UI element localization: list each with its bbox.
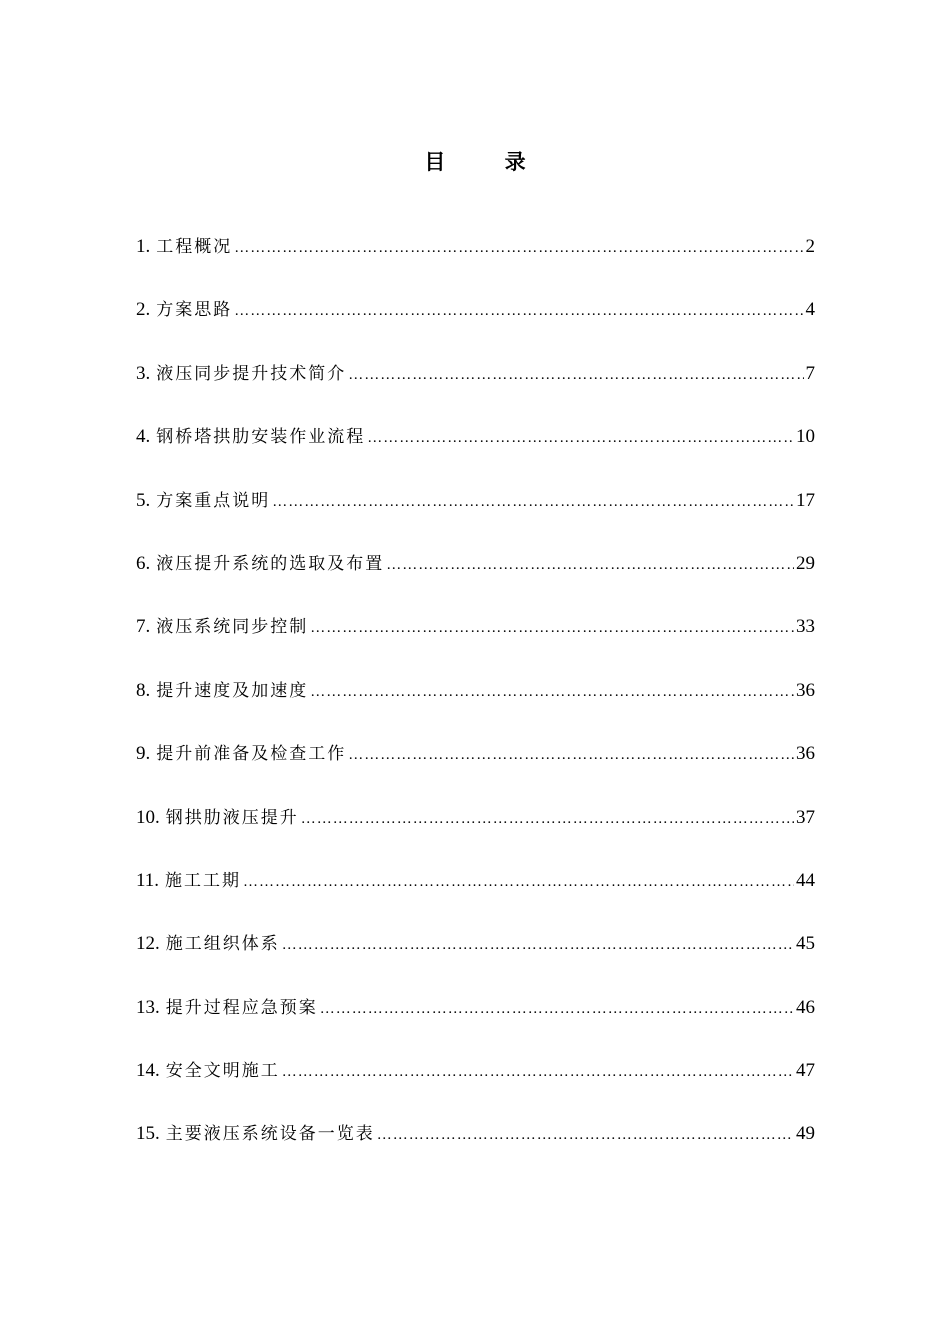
toc-entry-title: 主要液压系统设备一览表 — [165, 1124, 375, 1145]
dot-leader — [301, 804, 794, 834]
dot-leader — [348, 360, 803, 390]
toc-entry-title: 方案重点说明 — [156, 490, 271, 511]
toc-entry[interactable] — [136, 422, 815, 485]
toc-entry-title: 方案思路 — [156, 300, 233, 321]
dot-leader — [234, 296, 803, 326]
toc-entry-title: 提升前准备及检查工作 — [156, 744, 347, 765]
toc-entry-page: 10 — [796, 426, 815, 448]
toc-entry-title: 钢拱肋液压提升 — [165, 807, 299, 828]
toc-entry[interactable] — [136, 549, 815, 612]
dot-leader — [310, 613, 794, 643]
toc-entry-number: 9. — [136, 743, 151, 765]
toc-entry-page: 44 — [796, 869, 815, 891]
toc-entry-number: 4. — [136, 426, 151, 448]
toc-entry-page: 7 — [805, 362, 815, 384]
dot-leader — [348, 740, 794, 770]
toc-entry[interactable] — [136, 232, 815, 295]
toc-entry[interactable] — [136, 866, 815, 929]
toc-entry-title: 液压系统同步控制 — [156, 617, 309, 638]
toc-entry-number: 1. — [136, 236, 151, 257]
dot-leader — [282, 1057, 794, 1087]
toc-entry-page: 17 — [796, 489, 815, 511]
dot-leader — [367, 423, 794, 453]
toc-entry-title: 提升过程应急预案 — [165, 997, 318, 1018]
page-title: 目 录 — [424, 150, 552, 174]
toc-entry[interactable] — [136, 993, 815, 1056]
dot-leader — [234, 233, 803, 263]
toc-entry-number: 10. — [136, 806, 160, 828]
toc-entry-page: 36 — [796, 679, 815, 701]
toc-entry[interactable] — [136, 803, 815, 866]
toc-entry[interactable] — [136, 486, 815, 549]
toc-entry-page: 33 — [796, 616, 815, 638]
toc-entry-number: 3. — [136, 362, 151, 384]
dot-leader — [377, 1120, 794, 1150]
toc-entry-title: 施工组织体系 — [165, 934, 280, 955]
toc-entry-page: 29 — [796, 552, 815, 574]
toc-entry-number: 13. — [136, 996, 160, 1018]
toc-entry-title: 液压同步提升技术简介 — [156, 363, 347, 384]
toc-entry-title: 液压提升系统的选取及布置 — [156, 553, 385, 574]
toc-entry-number: 12. — [136, 933, 160, 955]
toc-entry[interactable] — [136, 359, 815, 422]
dot-leader — [272, 487, 794, 517]
toc-entry-title: 安全文明施工 — [165, 1061, 280, 1082]
toc-entry-page: 49 — [796, 1123, 815, 1145]
dot-leader — [386, 550, 794, 580]
toc-entry-page: 36 — [796, 743, 815, 765]
toc-entry-title: 工程概况 — [156, 237, 233, 257]
dot-leader — [282, 930, 794, 960]
toc-entry[interactable] — [136, 1119, 815, 1182]
toc-entry[interactable] — [136, 676, 815, 739]
toc-entry-number: 2. — [136, 299, 151, 321]
toc-entry-number: 15. — [136, 1123, 160, 1145]
toc-entry-number: 7. — [136, 616, 151, 638]
toc-entry[interactable] — [136, 739, 815, 802]
toc-entry-number: 6. — [136, 552, 151, 574]
toc-entry-page: 47 — [796, 1060, 815, 1082]
table-of-contents — [136, 232, 815, 1183]
toc-entry-title: 钢桥塔拱肋安装作业流程 — [156, 427, 366, 448]
toc-entry-title: 提升速度及加速度 — [156, 680, 309, 701]
toc-entry[interactable] — [136, 929, 815, 992]
toc-entry-page: 45 — [796, 933, 815, 955]
toc-entry[interactable] — [136, 612, 815, 675]
toc-entry-number: 8. — [136, 679, 151, 701]
toc-entry-number: 5. — [136, 489, 151, 511]
toc-entry-number: 11. — [136, 869, 160, 891]
toc-entry[interactable] — [136, 1056, 815, 1119]
dot-leader — [320, 994, 794, 1024]
toc-entry-page: 46 — [796, 996, 815, 1018]
toc-entry-page: 2 — [805, 236, 815, 257]
dot-leader — [243, 867, 794, 897]
toc-entry-page: 4 — [805, 299, 815, 321]
toc-entry-number: 14. — [136, 1060, 160, 1082]
toc-entry[interactable] — [136, 295, 815, 358]
toc-entry-page: 37 — [796, 806, 815, 828]
dot-leader — [310, 677, 794, 707]
toc-entry-title: 施工工期 — [165, 870, 242, 891]
